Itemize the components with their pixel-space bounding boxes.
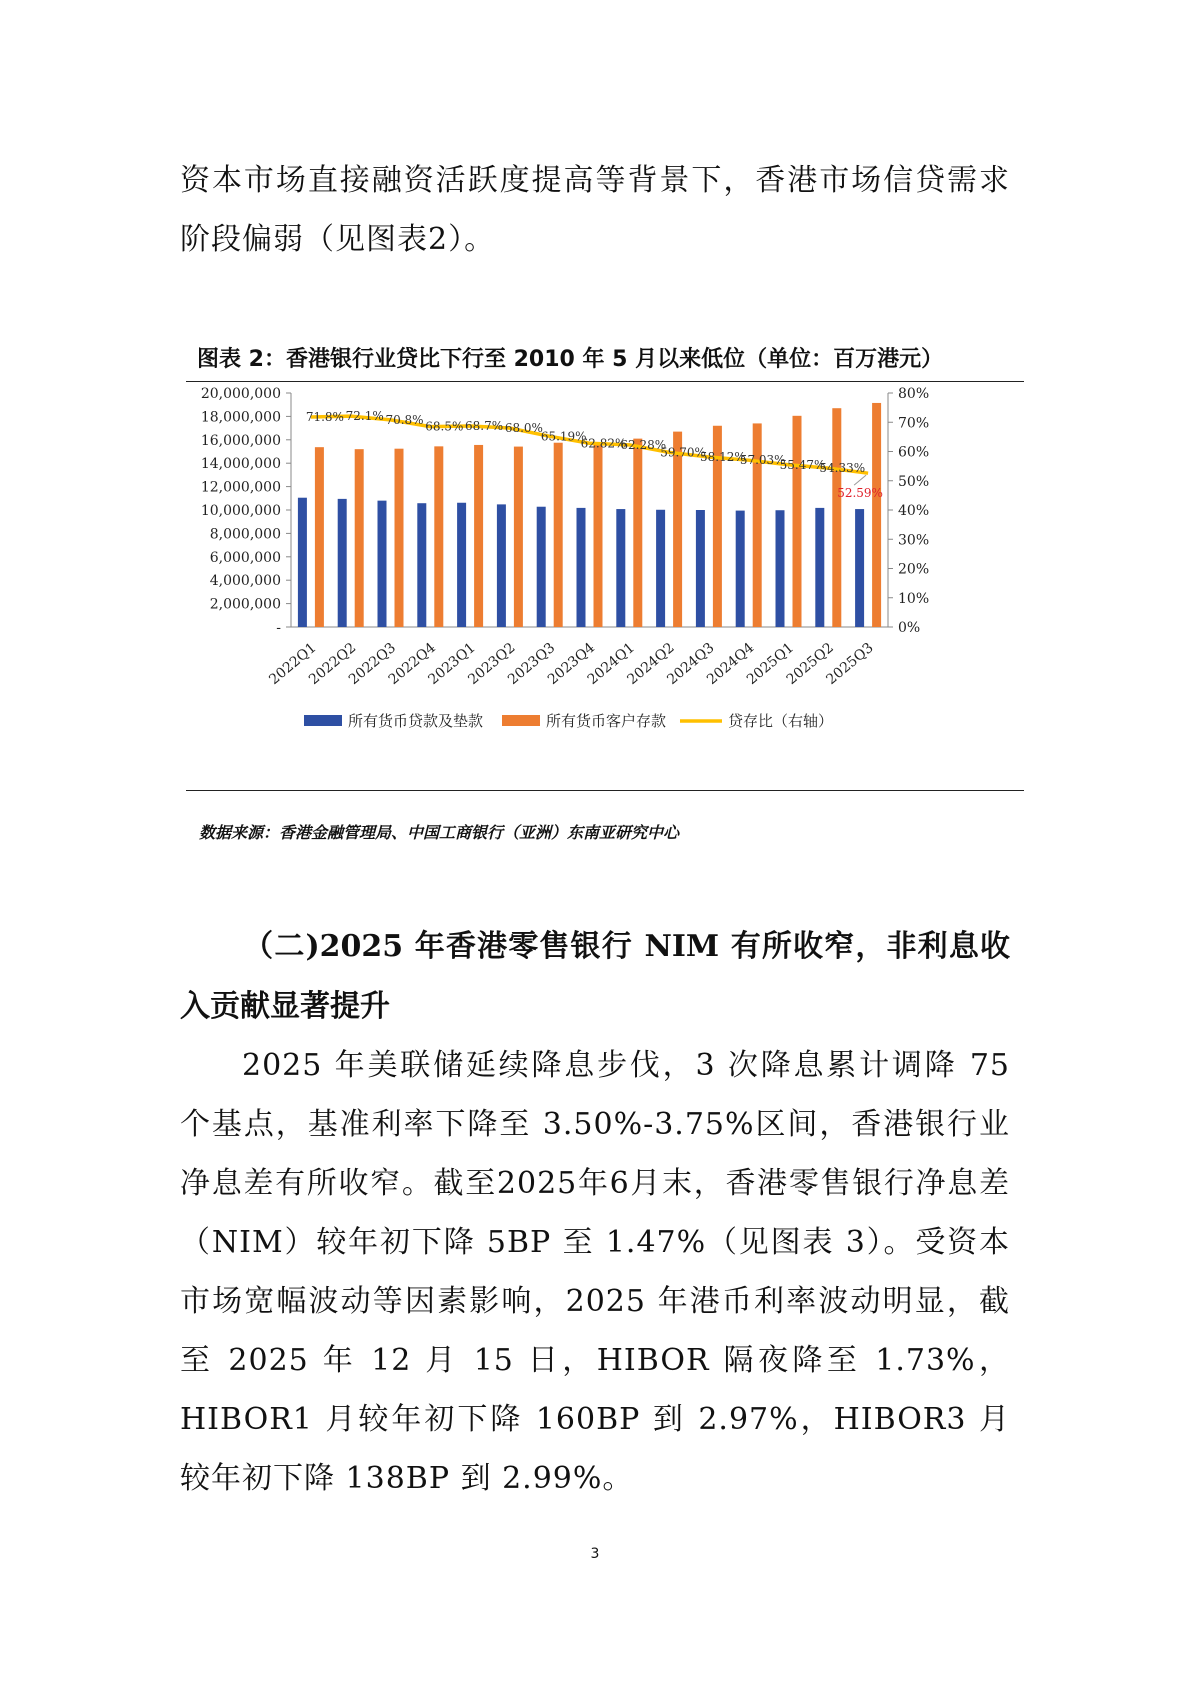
right-tick-label: 50%: [898, 473, 930, 490]
loan-bar: [776, 510, 785, 627]
x-tick-label: 2022Q2: [306, 639, 360, 689]
loan-bar: [855, 509, 864, 627]
deposit-bar: [793, 416, 802, 627]
section-heading-text: （二)2025 年香港零售银行 NIM 有所收窄，非利息收入贡献显著提升: [180, 929, 1010, 1024]
ratio-data-label: 72.1%: [345, 409, 384, 424]
legend-deposit-swatch: [502, 715, 540, 726]
x-tick-label: 2023Q3: [505, 639, 559, 689]
loan-bar: [378, 501, 387, 627]
deposit-bar: [554, 443, 563, 627]
loan-bar: [815, 508, 824, 627]
x-tick-label: 2023Q4: [544, 639, 599, 689]
ratio-data-label: 59.70%: [660, 445, 706, 460]
left-tick-label: -: [276, 620, 281, 636]
ratio-data-label: 65.19%: [540, 429, 587, 444]
x-tick-label: 2025Q1: [743, 639, 798, 689]
paragraph-2-text: 2025 年美联储延续降息步伐，3 次降息累计调降 75 个基点，基准利率下降至 3.50%-3.75%区间，香港银行业净息差有所收窄。截至2025年6月末，香港零售银行净息差（NIM）较年初下降 5BP 至 1.47%（见图表 3）。受资本市场宽幅波动等因素影响，2025 年港币利率波动明显，截至 2025 年 12 月 15 日，HIBOR 隔夜降至 1.73%，HIBOR1 月较年初下降 160BP 到 2.97%，HIBOR3 月较年初下降 138BP 到 2.99%。: [180, 1048, 1010, 1496]
deposit-bar: [832, 408, 841, 627]
right-tick-label: 80%: [898, 386, 930, 402]
deposit-bar: [474, 445, 483, 627]
x-tick-label: 2022Q1: [266, 639, 320, 689]
ratio-data-label: 54.33%: [819, 461, 866, 476]
figure-title: 图表 2：香港银行业贷比下行至 2010 年 5 月以来低位（单位：百万港元）: [197, 347, 944, 372]
loan-bar: [736, 511, 745, 627]
deposit-bar: [633, 439, 642, 627]
figure-source: 数据来源：香港金融管理局、中国工商银行（亚洲）东南亚研究中心: [199, 823, 680, 842]
x-tick-label: 2023Q2: [465, 639, 519, 689]
left-tick-label: 12,000,000: [200, 479, 281, 496]
left-tick-label: 4,000,000: [209, 573, 281, 590]
section-heading: [180, 917, 1010, 1037]
figure-bottom-rule: [186, 790, 1024, 791]
ratio-data-label: 55.47%: [779, 457, 826, 472]
x-tick-label: 2025Q3: [823, 639, 877, 689]
paragraph-2: [180, 1036, 1010, 1508]
right-tick-label: 0%: [898, 620, 921, 636]
deposit-bar: [315, 447, 324, 627]
loan-bar: [616, 509, 625, 627]
deposit-bar: [395, 449, 404, 627]
right-tick-label: 60%: [898, 444, 930, 461]
loan-bar: [457, 503, 466, 627]
right-tick-label: 40%: [898, 503, 930, 519]
x-tick-label: 2022Q4: [385, 639, 439, 689]
ratio-data-label: 68.7%: [465, 419, 504, 434]
left-tick-label: 16,000,000: [200, 432, 281, 449]
page-number: 3: [590, 1546, 600, 1562]
ratio-data-label: 68.0%: [504, 421, 543, 436]
left-tick-label: 14,000,000: [200, 456, 281, 473]
ratio-data-label: 58.12%: [700, 449, 746, 464]
x-tick-label: 2024Q4: [704, 639, 758, 689]
right-tick-label: 70%: [898, 415, 930, 432]
loan-bar: [298, 498, 307, 627]
ratio-data-label: 68.5%: [425, 419, 464, 434]
legend-deposit-label: 所有货币客户存款: [546, 712, 667, 730]
x-tick-label: 2022Q3: [345, 639, 400, 689]
x-tick-label: 2024Q1: [584, 639, 638, 689]
loan-bar: [497, 504, 506, 627]
ratio-label-leader: [854, 475, 866, 485]
deposit-bar: [355, 449, 364, 627]
deposit-bar: [434, 446, 443, 627]
left-tick-label: 2,000,000: [209, 596, 281, 613]
right-tick-label: 10%: [898, 590, 930, 607]
deposit-bar: [514, 447, 523, 627]
left-tick-label: 10,000,000: [200, 503, 281, 519]
ratio-data-label: 62.28%: [620, 437, 667, 452]
loan-bar: [696, 510, 705, 627]
x-tick-label: 2024Q2: [624, 639, 678, 689]
right-tick-label: 20%: [898, 561, 930, 578]
ratio-data-label: 70.8%: [385, 412, 424, 427]
loan-bar: [537, 507, 546, 627]
ratio-data-label: 62.82%: [580, 436, 627, 451]
left-tick-label: 8,000,000: [209, 526, 281, 543]
ratio-data-label: 52.59%: [837, 486, 883, 501]
legend-loan-label: 所有货币贷款及垫款: [348, 712, 484, 730]
ratio-data-label: 57.03%: [739, 453, 786, 468]
loan-bar: [577, 508, 586, 627]
x-tick-label: 2025Q2: [783, 639, 837, 689]
loan-bar: [338, 499, 347, 627]
paragraph-1: 资本市场直接融资活跃度提高等背景下，香港市场信贷需求阶段偏弱（见图表2）。: [180, 163, 1010, 257]
ratio-data-label: 71.8%: [305, 409, 344, 424]
deposit-bar: [673, 432, 682, 627]
left-tick-label: 20,000,000: [200, 386, 281, 402]
deposit-bar: [594, 444, 603, 627]
x-tick-label: 2024Q3: [664, 639, 718, 689]
legend-ratio-label: 贷存比（右轴）: [728, 712, 834, 730]
left-tick-label: 18,000,000: [200, 409, 281, 426]
figure-top-rule: [186, 381, 1024, 382]
loan-bar: [656, 510, 665, 627]
loan-bar: [417, 503, 426, 627]
legend-loan-swatch: [304, 715, 342, 726]
deposit-bar: [872, 403, 881, 627]
x-tick-label: 2023Q1: [425, 639, 479, 689]
right-tick-label: 30%: [898, 532, 930, 549]
left-tick-label: 6,000,000: [209, 549, 281, 566]
chart-container: [186, 383, 1024, 788]
loan-deposit-chart: [186, 383, 1024, 788]
